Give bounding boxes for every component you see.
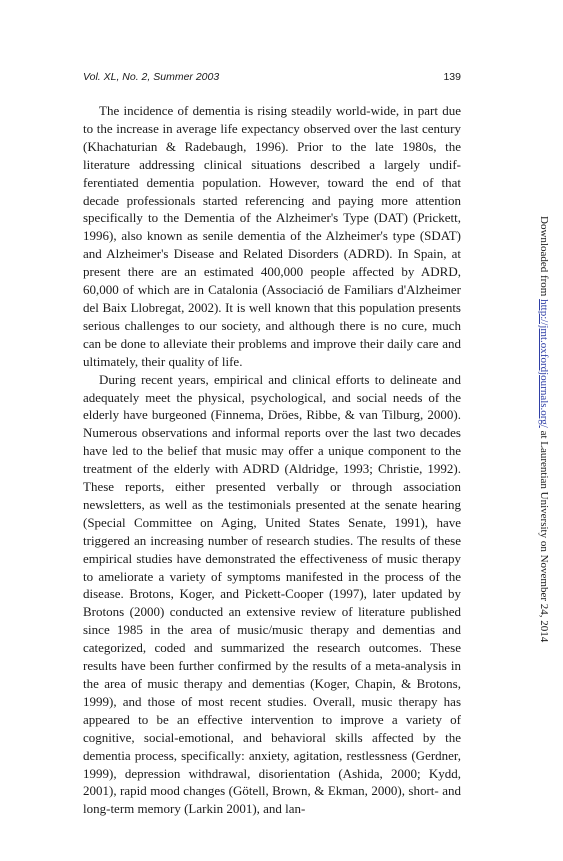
journal-link[interactable]: http://jmt.oxfordjournals.org/	[538, 299, 550, 428]
body-paragraph: The incidence of dementia is rising steadily world-wide, in part due to the increase in average life expectancy observed over the last century (Khachaturian & Radebaugh, 1996). Prior to the late 1980s, the literature addressing clinical situations described a largely undifferentiated dementia population. However, toward the end of that decade professionals started referencing and paying more attention specifically to the Dementia of the Alzheimer's Type (DAT) (Prickett, 1996), also known as senile dementia of the Alzheimer's type (SDAT) and Alzheimer's Disease and Related Disorders (ADRD). In Spain, at present there are an estimated 400,000 people affected by ADRD, 60,000 of which are in Catalonia (Associació de Familiars d'Alzheimer del Baix Llobregat, 2002). It is well known that this population presents serious challenges to our society, and although there is no cure, much can be done to alleviate their problems and improve their daily care and ultimately, their quality of life.	[83, 103, 461, 369]
download-suffix: at Laurentian University on November 24, 2014	[538, 427, 550, 643]
journal-volume-issue: Vol. XL, No. 2, Summer 2003	[83, 71, 220, 83]
page-number: 139	[443, 71, 461, 83]
download-watermark-text	[538, 216, 550, 642]
download-watermark	[536, 216, 554, 646]
download-prefix: Downloaded from	[538, 216, 550, 300]
article-body	[83, 102, 461, 818]
running-head	[83, 71, 461, 83]
body-paragraph: During recent years, empirical and clinical efforts to delineate and adequately meet the physical, psychological, and social needs of the elderly have burgeoned (Finnema, Dröes, Ribbe, & van Tilburg, 2000). Numerous observations and informal reports over the last two decades have led to the belief that music may offer a unique component to the treatment of the elderly with ADRD (Aldridge, 1993; Christie, 1992). These reports, either presented verbally or through association newsletters, as well as the testimonials presented at the senate hearing (Special Committee on Aging, United States Senate, 1991), have triggered an increasing number of research studies. The results of these empirical studies have demonstrated the effectiveness of music therapy to ameliorate a variety of symptoms manifested in the process of the disease. Brotons, Koger, and Pickett-Cooper (1997), later updated by Brotons (2000) conducted an extensive review of literature published since 1985 in the area of music/music therapy and dementias and categorized, coded and summarized the research outcomes. These results have been further confirmed by the results of a meta-analysis in the area of music therapy and dementias (Koger, Chapin, & Brotons, 1999), and those of most recent studies. Overall, music therapy has appeared to be an effective intervention to improve a variety of cognitive, social-emotional, and behavioral skills affected by the dementia process, specifically: anxiety, agitation, restlessness (Gerdner, 1999), depression withdrawal, disorientation (Ashida, 2000; Kydd, 2001), rapid mood changes (Götell, Brown, & Ekman, 2000), short- and long-term memory (Larkin 2001), and lan-	[83, 371, 461, 817]
